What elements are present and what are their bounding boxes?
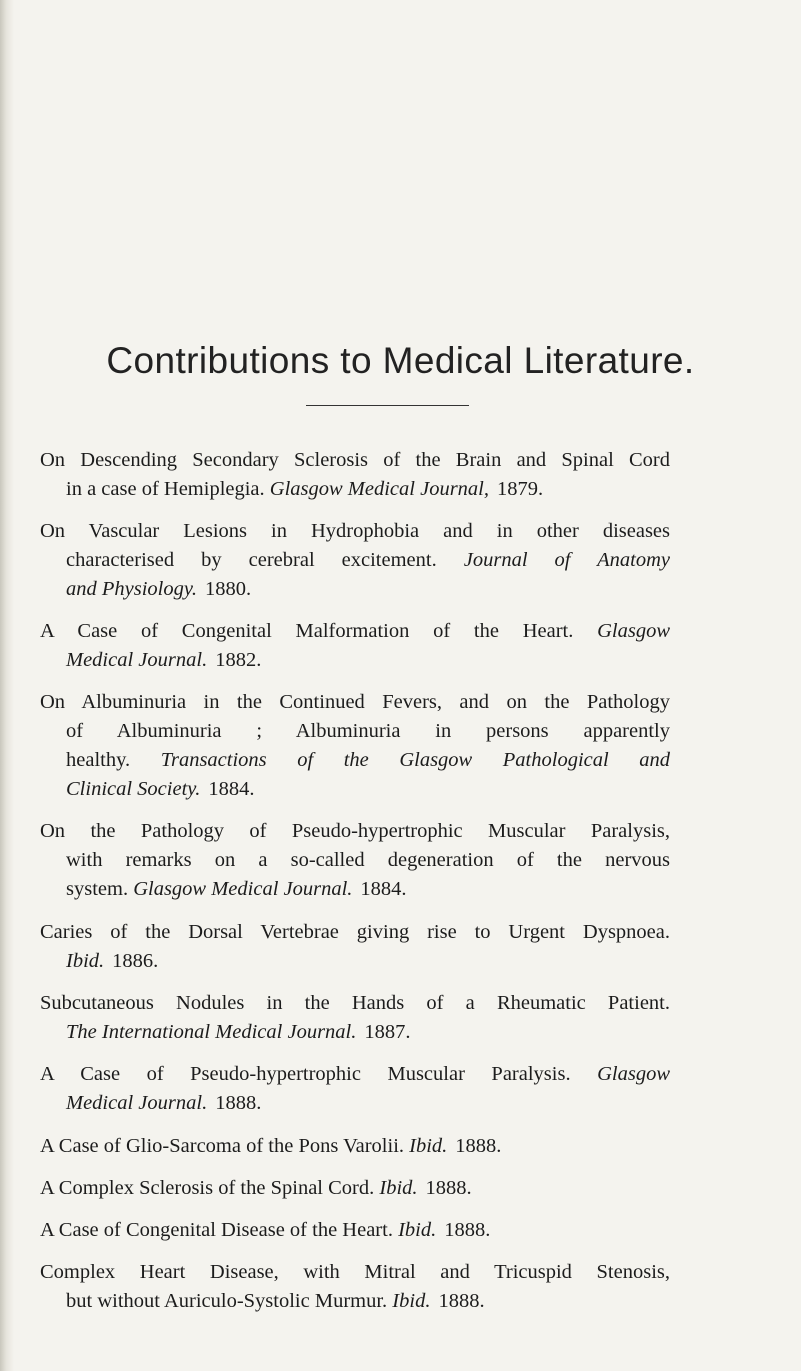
bibliography-entry — [40, 1174, 670, 1203]
bibliography-entry — [40, 688, 670, 804]
entry-text: system. — [66, 878, 129, 900]
publication-year: 1884. — [360, 878, 407, 900]
journal-name: Ibid. — [409, 1135, 448, 1157]
publication-year: 1880. — [204, 578, 252, 600]
journal-name: Ibid. — [66, 950, 105, 972]
journal-name: Glasgow — [597, 620, 670, 642]
entry-line: On the Pathology of Pseudo-hypertrophic Muscular Paralysis, — [40, 820, 670, 842]
entry-line — [40, 1089, 670, 1118]
entry-line — [40, 546, 670, 575]
bibliography-entry — [40, 817, 670, 904]
journal-name: The International Medical Journal. — [66, 1021, 357, 1043]
bibliography-entry — [40, 446, 670, 504]
entry-line: Complex Heart Disease, with Mitral and Tricuspid Stenosis, — [40, 1261, 670, 1283]
entry-line: Subcutaneous Nodules in the Hands of a Rheumatic Patient. — [40, 992, 670, 1014]
entry-text: in a case of Hemiplegia. — [66, 478, 265, 500]
entry-line — [40, 1287, 670, 1316]
entry-line — [40, 775, 670, 804]
publication-year: 1886. — [112, 950, 159, 972]
entry-line — [40, 746, 670, 775]
bibliography-entry — [40, 517, 670, 604]
entry-line: On Descending Secondary Sclerosis of the Brain and Spinal Cord — [40, 449, 670, 471]
journal-name: Ibid. — [392, 1290, 431, 1312]
entry-line — [40, 1216, 670, 1245]
journal-name: Transactions of the Glasgow Pathological and — [160, 749, 670, 771]
bibliography-entry — [40, 1216, 670, 1245]
bibliography-entry — [40, 1132, 670, 1161]
entry-text: healthy. — [66, 749, 131, 771]
journal-name: Medical Journal. — [66, 649, 208, 671]
journal-name: Journal of Anatomy — [463, 549, 671, 571]
bibliography-entry — [40, 1258, 670, 1316]
journal-name: Glasgow — [597, 1063, 671, 1085]
entry-text: A Case of Glio-Sarcoma of the Pons Varolii. — [40, 1135, 405, 1157]
publication-year: 1882. — [215, 649, 262, 671]
publication-year: 1879. — [497, 478, 544, 500]
publication-year: 1888. — [215, 1092, 262, 1114]
entry-line — [40, 617, 670, 646]
publication-year: 1887. — [364, 1021, 411, 1043]
entry-line: On Vascular Lesions in Hydrophobia and in other diseases — [40, 520, 670, 542]
journal-name: Glasgow Medical Journal. — [133, 878, 353, 900]
entry-line — [40, 1018, 670, 1047]
entry-line — [40, 947, 670, 976]
entry-line: of Albuminuria ; Albuminuria in persons apparently — [66, 720, 670, 742]
publication-year: 1888. — [425, 1177, 472, 1199]
entry-line: Caries of the Dorsal Vertebrae giving rise to Urgent Dyspnoea. — [40, 921, 670, 943]
publication-year: 1884. — [208, 778, 255, 800]
bibliography-entry — [40, 617, 670, 675]
title-divider — [306, 405, 469, 406]
journal-name: Ibid. — [398, 1219, 437, 1241]
bibliography-entry — [40, 989, 670, 1047]
entry-text: A Complex Sclerosis of the Spinal Cord. — [40, 1177, 375, 1199]
entry-text: A Case of Pseudo-hypertrophic Muscular Paralysis. — [40, 1063, 571, 1085]
entry-text: but without Auriculo-Systolic Murmur. — [66, 1290, 388, 1312]
publication-year: 1888. — [455, 1135, 502, 1157]
page-binding-edge — [0, 0, 14, 1371]
entry-line — [40, 875, 670, 904]
entry-text: characterised by cerebral excitement. — [66, 549, 437, 571]
entry-line — [40, 1132, 670, 1161]
entry-line: On Albuminuria in the Continued Fevers, and on the Pathology — [40, 691, 670, 713]
journal-name: Medical Journal. — [66, 1092, 208, 1114]
page-title: Contributions to Medical Literature. — [106, 340, 695, 381]
bibliography-entry — [40, 1060, 670, 1118]
entry-text: A Case of Congenital Malformation of the Heart. — [40, 620, 574, 642]
publication-year: 1888. — [438, 1290, 485, 1312]
journal-name: Clinical Society. — [66, 778, 201, 800]
entry-line: with remarks on a so-called degeneration of the nervous — [66, 849, 670, 871]
entry-line — [40, 646, 670, 675]
entry-text: A Case of Congenital Disease of the Heart. — [40, 1219, 393, 1241]
entry-line — [40, 1174, 670, 1203]
publication-year: 1888. — [444, 1219, 491, 1241]
journal-name: Glasgow Medical Journal, — [269, 478, 489, 500]
bibliography-entry — [40, 918, 670, 976]
entry-line — [40, 1060, 670, 1089]
journal-name: Ibid. — [379, 1177, 418, 1199]
journal-name: and Physiology. — [66, 578, 197, 600]
entry-line — [40, 575, 670, 604]
entry-line — [40, 475, 670, 504]
